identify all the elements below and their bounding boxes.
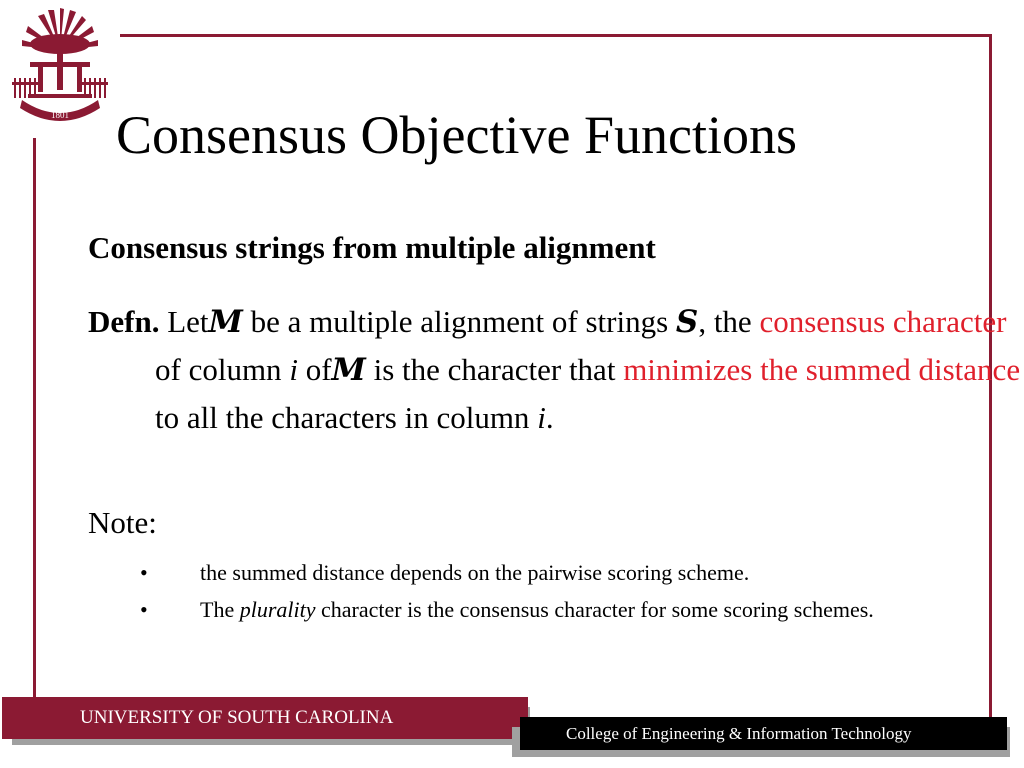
defn-text-5: is the character that <box>365 352 624 387</box>
university-banner: UNIVERSITY OF SOUTH CAROLINA <box>2 697 528 739</box>
highlight-consensus-character: consensus character <box>759 304 1007 339</box>
university-logo-icon <box>8 8 112 126</box>
var-i-2: i <box>537 400 546 435</box>
bullet-text: the summed distance depends on the pairwise scoring scheme. <box>200 560 750 585</box>
bullet-text-italic: plurality <box>239 597 316 622</box>
frame-top-border <box>120 34 992 37</box>
defn-text-3: of column <box>155 352 290 387</box>
slide-title: Consensus Objective Functions <box>116 105 797 165</box>
bullet-text-pre: The <box>200 597 240 622</box>
defn-text-1: be a multiple alignment of strings <box>242 304 676 339</box>
defn-text-4: of <box>297 352 332 387</box>
bullet-item <box>140 593 900 626</box>
symbol-m-2: M <box>331 352 366 388</box>
note-bullet-list <box>140 556 900 630</box>
symbol-s: S <box>675 304 699 340</box>
definition-paragraph <box>88 298 1024 442</box>
slide-subheading: Consensus strings from multiple alignment <box>88 230 656 265</box>
var-i: i <box>289 352 298 387</box>
bullet-item <box>140 556 900 589</box>
defn-let: Let <box>167 304 209 339</box>
defn-text-6: to all the characters in column <box>155 400 538 435</box>
defn-text-2: , the <box>698 304 760 339</box>
bullet-marker: • <box>140 597 148 622</box>
frame-left-border <box>33 138 36 698</box>
college-banner: College of Engineering & Information Technology <box>520 717 1007 750</box>
highlight-minimizes-distance: minimizes the summed distance <box>623 352 1021 387</box>
symbol-m: M <box>208 304 243 340</box>
logo-year: 1801 <box>51 110 69 120</box>
note-label: Note: <box>88 505 157 540</box>
defn-text-7: . <box>545 400 554 435</box>
defn-label: Defn. <box>88 304 160 339</box>
bullet-marker: • <box>140 560 148 585</box>
bullet-text-post: character is the consensus character for some scoring schemes. <box>315 597 874 622</box>
